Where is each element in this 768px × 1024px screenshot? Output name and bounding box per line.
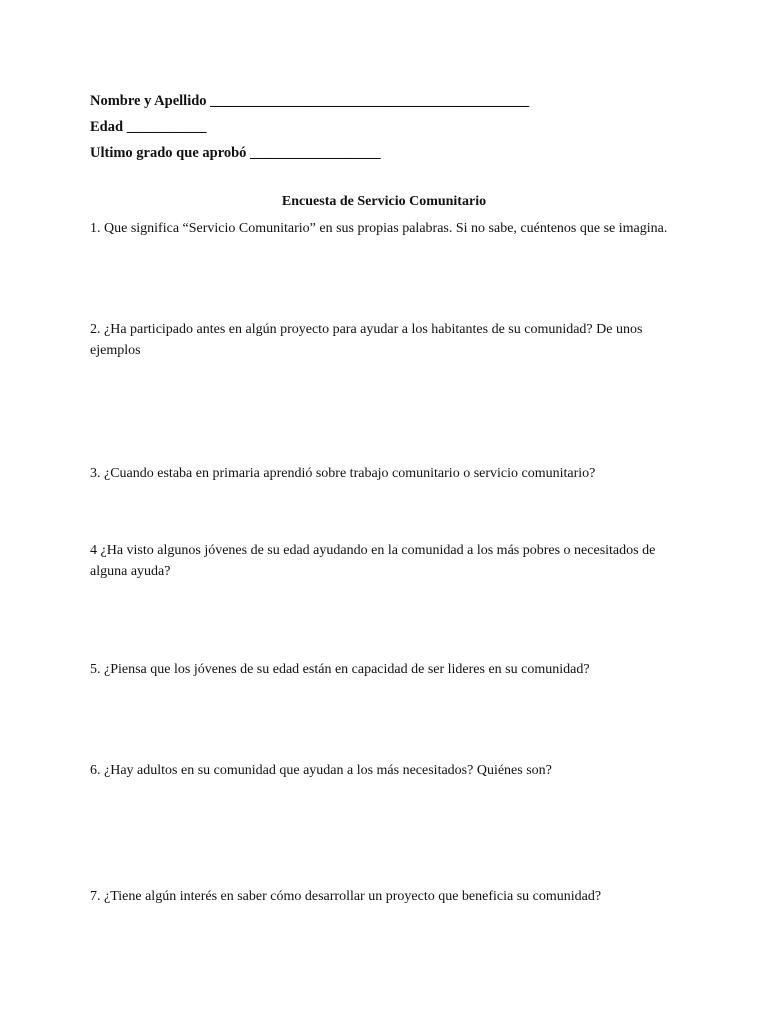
- survey-title: Encuesta de Servicio Comunitario: [281, 194, 487, 209]
- ultimo-grado-label: Ultimo grado que aprobó: [90, 145, 247, 161]
- question-6: 6. ¿Hay adultos en su comunidad que ayudan a los más necesitados? Quiénes son?: [90, 763, 552, 778]
- question-7: 7. ¿Tiene algún interés en saber cómo desarrollar un proyecto que beneficia su comunidad?: [90, 889, 602, 904]
- question-4: 4 ¿Ha visto algunos jóvenes de su edad ayudando en la comunidad a los más pobres o necesitados de alguna ayuda?: [90, 543, 656, 579]
- ultimo-grado-field: [90, 144, 381, 162]
- edad-blank: ___________: [126, 119, 207, 135]
- nombre-apellido-field: [90, 92, 529, 110]
- question-1: 1. Que significa “Servicio Comunitario” en sus propias palabras. Si no sabe, cuéntenos que se imagina.: [90, 221, 668, 236]
- nombre-apellido-blank: ____________________________________________: [210, 93, 530, 109]
- edad-label: Edad: [90, 119, 124, 135]
- question-3: 3. ¿Cuando estaba en primaria aprendió sobre trabajo comunitario o servicio comunitario?: [90, 466, 596, 481]
- ultimo-grado-blank: __________________: [250, 145, 381, 161]
- question-2: 2. ¿Ha participado antes en algún proyecto para ayudar a los habitantes de su comunidad? De unos ejemplos: [90, 322, 643, 358]
- question-5: 5. ¿Piensa que los jóvenes de su edad están en capacidad de ser lideres en su comunidad?: [90, 662, 590, 677]
- nombre-apellido-label: Nombre y Apellido: [90, 93, 207, 109]
- edad-field: [90, 118, 206, 136]
